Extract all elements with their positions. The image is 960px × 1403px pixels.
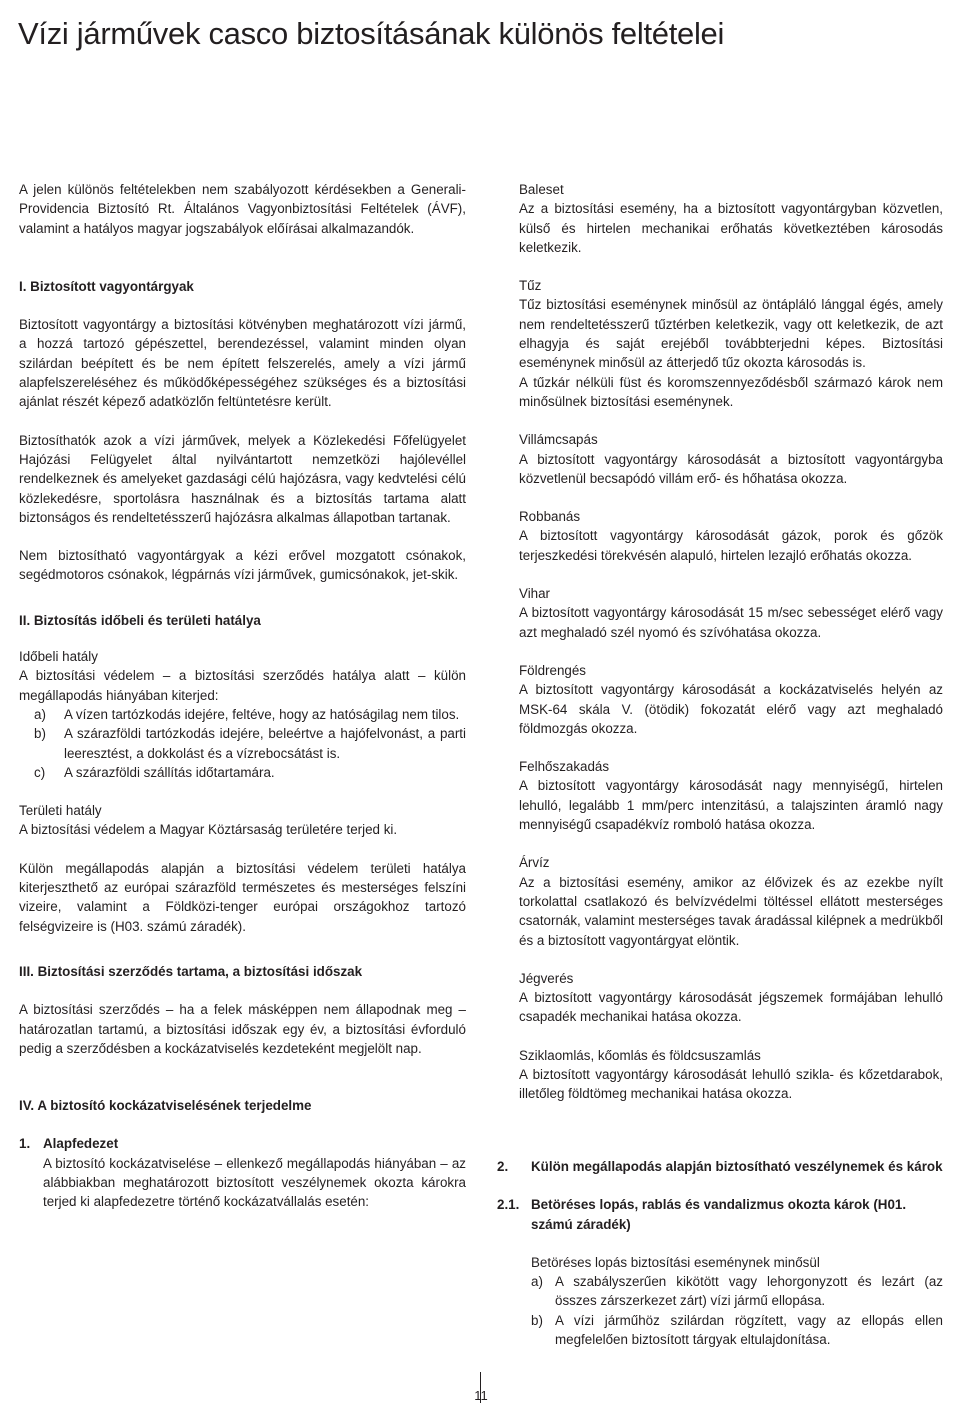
list-item	[531, 1272, 943, 1311]
peril-tuz-text: Tűz biztosítási eseménynek minősül az öntápláló lánggal égés, amely nem rendeltetésszerű tűztérben keletkezik, vagy ott keletkezik, de azt elhagyja és saját erejéből továbbterjedni képes. Biztosítási eseménynek minősül az átterjedő tűz okozta károsodás is.	[519, 297, 943, 371]
section-2-subtitle-time: Időbeli hatály	[19, 649, 98, 665]
peril-robbanas-text: A biztosított vagyontárgy károsodását gázok, porok és gőzök terjeszkedési törekvésén alapuló, hirtelen lezajló erőhatás okozza.	[519, 528, 943, 563]
intro-paragraph: A jelen különös feltételekben nem szabályozott kérdésekben a Generali-Providencia Biztosító Rt. Általános Vagyonbiztosítási Feltételek (ÁVF), valamint a hatályos magyar jogszabályok előírásai alkalmazandók.	[19, 182, 466, 236]
betores-subtitle: Betöréses lopás biztosítási eseménynek minősül	[531, 1254, 820, 1270]
peril-arviz-title: Árvíz	[519, 855, 550, 871]
peril-jegveres-title: Jégverés	[519, 970, 574, 986]
section-2-paragraph-3: Külön megállapodás alapján a biztosítási védelem területi hatálya kiterjeszthető az európai szárazföld természetes és mesterséges felszíni vizeire, valamint a Földközi-tenger európai országokhoz tartozó felségvizeire is (H03. számú záradék).	[19, 860, 466, 934]
section-4-1-title: Alapfedezet	[43, 1136, 119, 1152]
peril-felhoszakadas-title: Felhőszakadás	[519, 759, 610, 775]
peril-foldrenges-title: Földrengés	[519, 662, 586, 678]
right-column	[519, 180, 943, 1104]
peril-jegveres-text: A biztosított vagyontárgy károsodását jégszemek formájában lehulló csapadék mechanikai hatása okozza.	[519, 990, 943, 1025]
left-column	[19, 180, 466, 1212]
section-2-number: 2.	[497, 1159, 509, 1174]
section-2-1-heading	[497, 1195, 943, 1234]
section-2-1-heading-text: Betöréses lopás, rablás és vandalizmus okozta károk (H01. számú záradék)	[531, 1197, 907, 1232]
peril-villam-title: Villámcsapás	[519, 432, 598, 448]
peril-sziklaomlas-title: Sziklaomlás, kőomlás és földcsuszamlás	[519, 1047, 761, 1063]
peril-robbanas-title: Robbanás	[519, 509, 581, 525]
list-marker: c)	[34, 764, 46, 780]
section-2-heading-text: Külön megállapodás alapján biztosítható veszélynemek és károk	[531, 1159, 943, 1174]
right-numbered-sections	[497, 1157, 943, 1349]
peril-felhoszakadas-text: A biztosított vagyontárgy károsodását nagy mennyiségű, hirtelen lehulló, legalább 1 mm/perc intenzitású, a talajszinten áramló nagy mennyiségű csapadékvíz romboló hatása okozza.	[519, 778, 943, 833]
list-item	[19, 705, 466, 724]
list-text: A vízi járműhöz szilárdan rögzített, vagy az ellopás ellen megfelelően biztosított tárgyak eltulajdonítása.	[555, 1312, 943, 1348]
peril-vihar-text: A biztosított vagyontárgy károsodását 15 m/sec sebességet elérő vagy azt meghaladó szél nyomó és szívóhatása okozza.	[519, 605, 943, 640]
list-text: A szabályszerűen kikötött vagy lehorgonyzott és lezárt (az összes zárszerkezet zárt) vízi jármű ellopása.	[555, 1274, 943, 1309]
section-4-1-paragraph: A biztosító kockázatviselése – ellenkező megállapodás hiányában – az alábbiakban meghatározott biztosított veszélynemek okozta károkra terjed ki alapfedezetre történő kockázatvállalás esetén:	[43, 1155, 466, 1210]
section-4-1-heading	[19, 1134, 466, 1153]
section-4-title: IV. A biztosító kockázatviselésének terjedelme	[19, 1098, 312, 1114]
section-1-title: I. Biztosított vagyontárgyak	[19, 278, 194, 294]
page-title: Vízi járművek casco biztosításának különös feltételei	[18, 16, 725, 51]
peril-sziklaomlas-text: A biztosított vagyontárgy károsodását lehulló szikla- és kőzetdarabok, illetőleg földtömeg mechanikai hatása okozza.	[519, 1066, 943, 1102]
list-marker: b)	[34, 726, 46, 742]
section-4-1-number: 1.	[19, 1136, 31, 1152]
list-item	[531, 1311, 943, 1350]
section-3-paragraph-1: A biztosítási szerződés – ha a felek másképpen nem állapodnak meg – határozatlan tartamú, a biztosítási időszak egy év, a biztosítási évforduló pedig a szerződésben a kockázatviselés kezdeteként megjelölt nap.	[19, 1002, 466, 1056]
list-text: A szárazföldi szállítás időtartamára.	[64, 764, 275, 780]
section-1-paragraph-2: Biztosíthatók azok a vízi járművek, melyek a Közlekedési Főfelügyelet Hajózási Felügyelet által nyilvántartott nemzetközi hajólevéllel rendelkeznek és amelyeket gazdasági célú hajózásra, vagy kedvtelési célú közlekedésre, sportolásra használnak és a biztosítás tartama alatt biztonságos és rendeltetésszerű hajózásra alkalmas állapotban tartanak.	[19, 432, 466, 525]
section-2-heading	[497, 1157, 943, 1176]
section-1-paragraph-3: Nem biztosítható vagyontárgyak a kézi erővel mozgatott csónakok, segédmotoros csónakok, légpárnás vízi járművek, gumicsónakok, jet-skik.	[19, 548, 466, 583]
peril-tuz-title: Tűz	[519, 278, 542, 294]
peril-baleset-title: Baleset	[519, 182, 564, 197]
section-2-title: II. Biztosítás időbeli és területi hatálya	[19, 612, 261, 628]
section-2-paragraph-2: A biztosítási védelem a Magyar Köztársaság területére terjed ki.	[19, 822, 398, 838]
list-marker: a)	[531, 1274, 543, 1290]
list-marker: a)	[34, 706, 46, 722]
peril-arviz-text: Az a biztosítási esemény, amikor az élővizek és az ezekbe nyílt torkolattal csatlakozó és belvízvédelmi töltéssel ellátott mesterséges csatornák, valamint mesterséges tavak áradással kilépnek a medrükből és a biztosított vagyontárgyat elöntik.	[519, 874, 943, 948]
section-1-paragraph-1: Biztosított vagyontárgy a biztosítási kötvényben meghatározott vízi jármű, a hozzá tartozó gépészettel, berendezéssel, valamint minden olyan szilárdan beépített és be nem épített felszerelés, amely a vízi jármű alapfelszereléséhez és működőképességéhez szükséges és a biztosítási ajánlat részét képező adatközlőn feltüntetésre került.	[19, 317, 466, 410]
peril-foldrenges-text: A biztosított vagyontárgy károsodását a kockázatviselés helyén az MSK-64 skála V. (ötödik) fokozatát elérő vagy azt meghaladó földmozgás okozza.	[519, 682, 943, 736]
list-item	[19, 763, 466, 782]
list-text: A szárazföldi tartózkodás idejére, beleértve a hajófelvonást, a parti leeresztést, a dokkolást és a vízrebocsátást is.	[64, 726, 466, 761]
peril-villam-text: A biztosított vagyontárgy károsodását a biztosított vagyontárgyba közvetlenül becsapódó villám erő- és hőhatása okozza.	[519, 451, 943, 486]
peril-baleset-text: Az a biztosítási esemény, ha a biztosított vagyontárgyban közvetlen, külső és hirtelen mechanikai erőhatás következtében károsodás keletkezik.	[519, 201, 943, 255]
list-text: A vízen tartózkodás idejére, feltéve, hogy az hatóságilag nem tilos.	[64, 706, 460, 722]
section-2-1-number: 2.1.	[497, 1197, 520, 1213]
page-number: 11	[474, 1388, 488, 1403]
list-marker: b)	[531, 1312, 543, 1328]
section-3-title: III. Biztosítási szerződés tartama, a biztosítási időszak	[19, 963, 363, 979]
peril-vihar-title: Vihar	[519, 586, 551, 602]
peril-tuz-text-2: A tűzkár nélküli füst és koromszennyeződésből származó károk nem minősülnek biztosítási eseménynek.	[519, 374, 943, 409]
list-item	[19, 724, 466, 763]
section-2-paragraph-1: A biztosítási védelem – a biztosítási szerződés hatálya alatt – külön megállapodás hiányában kiterjed:	[19, 668, 466, 703]
section-2-subtitle-territory: Területi hatály	[19, 803, 102, 819]
